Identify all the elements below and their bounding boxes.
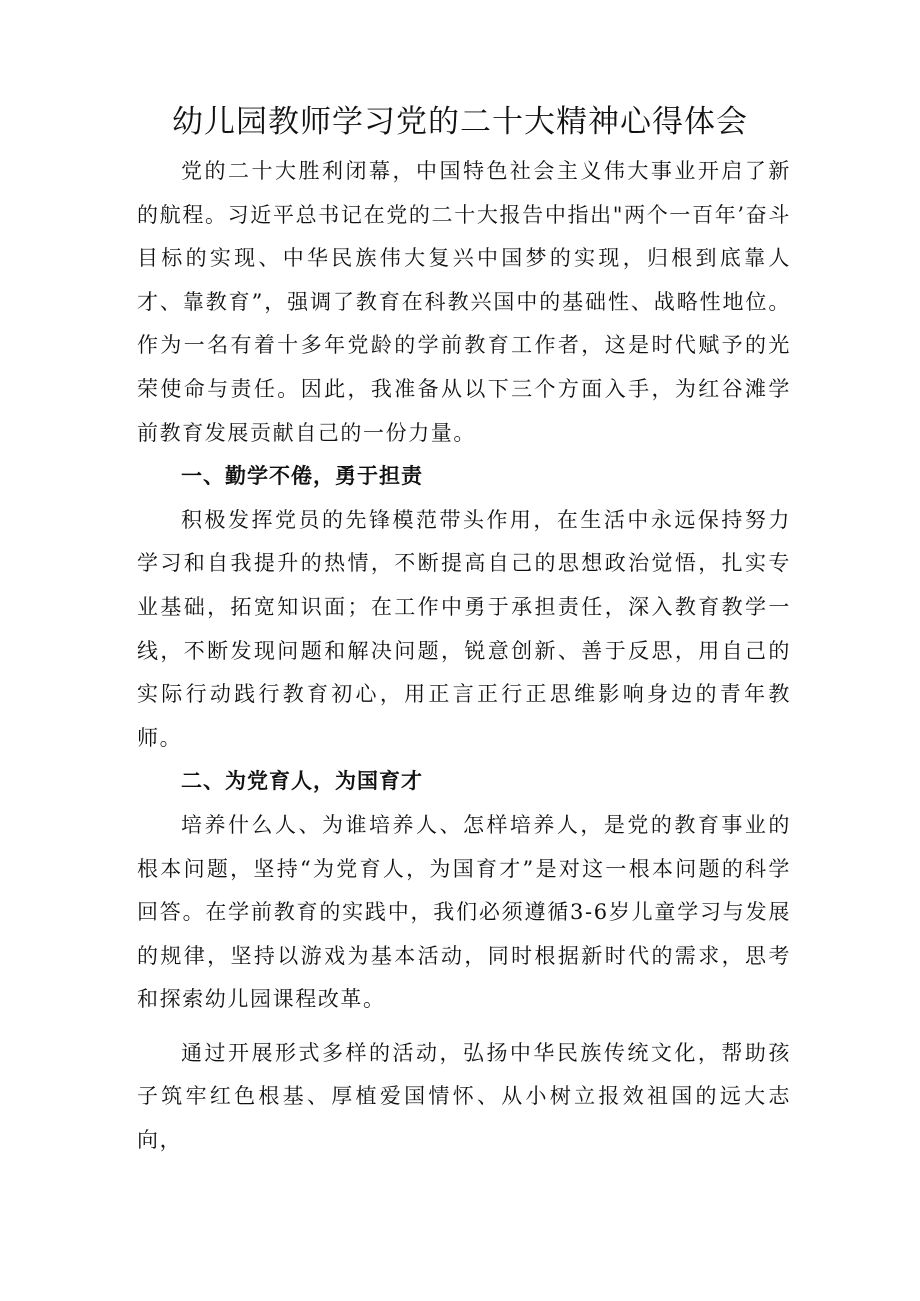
document-title: 幼儿园教师学习党的二十大精神心得体会: [172, 104, 748, 140]
section-heading-1: 一、勤学不倦，勇于担责: [181, 464, 423, 489]
section-2-paragraph-1: 培养什么人、为谁培养人、怎样培养人，是党的教育事业的根本问题，坚持“为党育人，为国育才”是对这一根本问题的科学回答。在学前教育的实践中，我们必须遵循3-6岁儿童学习与发展的规律，坚持以游戏为基本活动，同时根据新时代的需求，思考和探索幼儿园课程改革。: [137, 812, 791, 1012]
paragraph-spacer: [137, 1022, 791, 1032]
intro-paragraph: 党的二十大胜利闭幕，中国特色社会主义伟大事业开启了新的航程。习近平总书记在党的二十大报告中指出"两个一百年’奋斗目标的实现、中华民族伟大复兴中国梦的实现，归根到底靠人才、靠教育”，强调了教育在科教兴国中的基础性、战略性地位。作为一名有着十多年党龄的学前教育工作者，这是时代赋予的光荣使命与责任。因此，我准备从以下三个方面入手，为红谷滩学前教育发展贡献自己的一份力量。: [137, 159, 791, 445]
document-body: [137, 150, 791, 1163]
section-heading-2: 二、为党育人，为国育才: [181, 769, 423, 794]
section-2-paragraph-2: 通过开展形式多样的活动，弘扬中华民族传统文化，帮助孩子筑牢红色根基、厚植爱国情怀、从小树立报效祖国的远大志向，: [137, 1040, 791, 1153]
section-1-paragraph-1: 积极发挥党员的先锋模范带头作用，在生活中永远保持努力学习和自我提升的热情，不断提高自己的思想政治觉悟，扎实专业基础，拓宽知识面；在工作中勇于承担责任，深入教育教学一线，不断发现问题和解决问题，锐意创新、善于反思，用自己的实际行动践行教育初心，用正言正行正思维影响身边的青年教师。: [137, 507, 791, 750]
